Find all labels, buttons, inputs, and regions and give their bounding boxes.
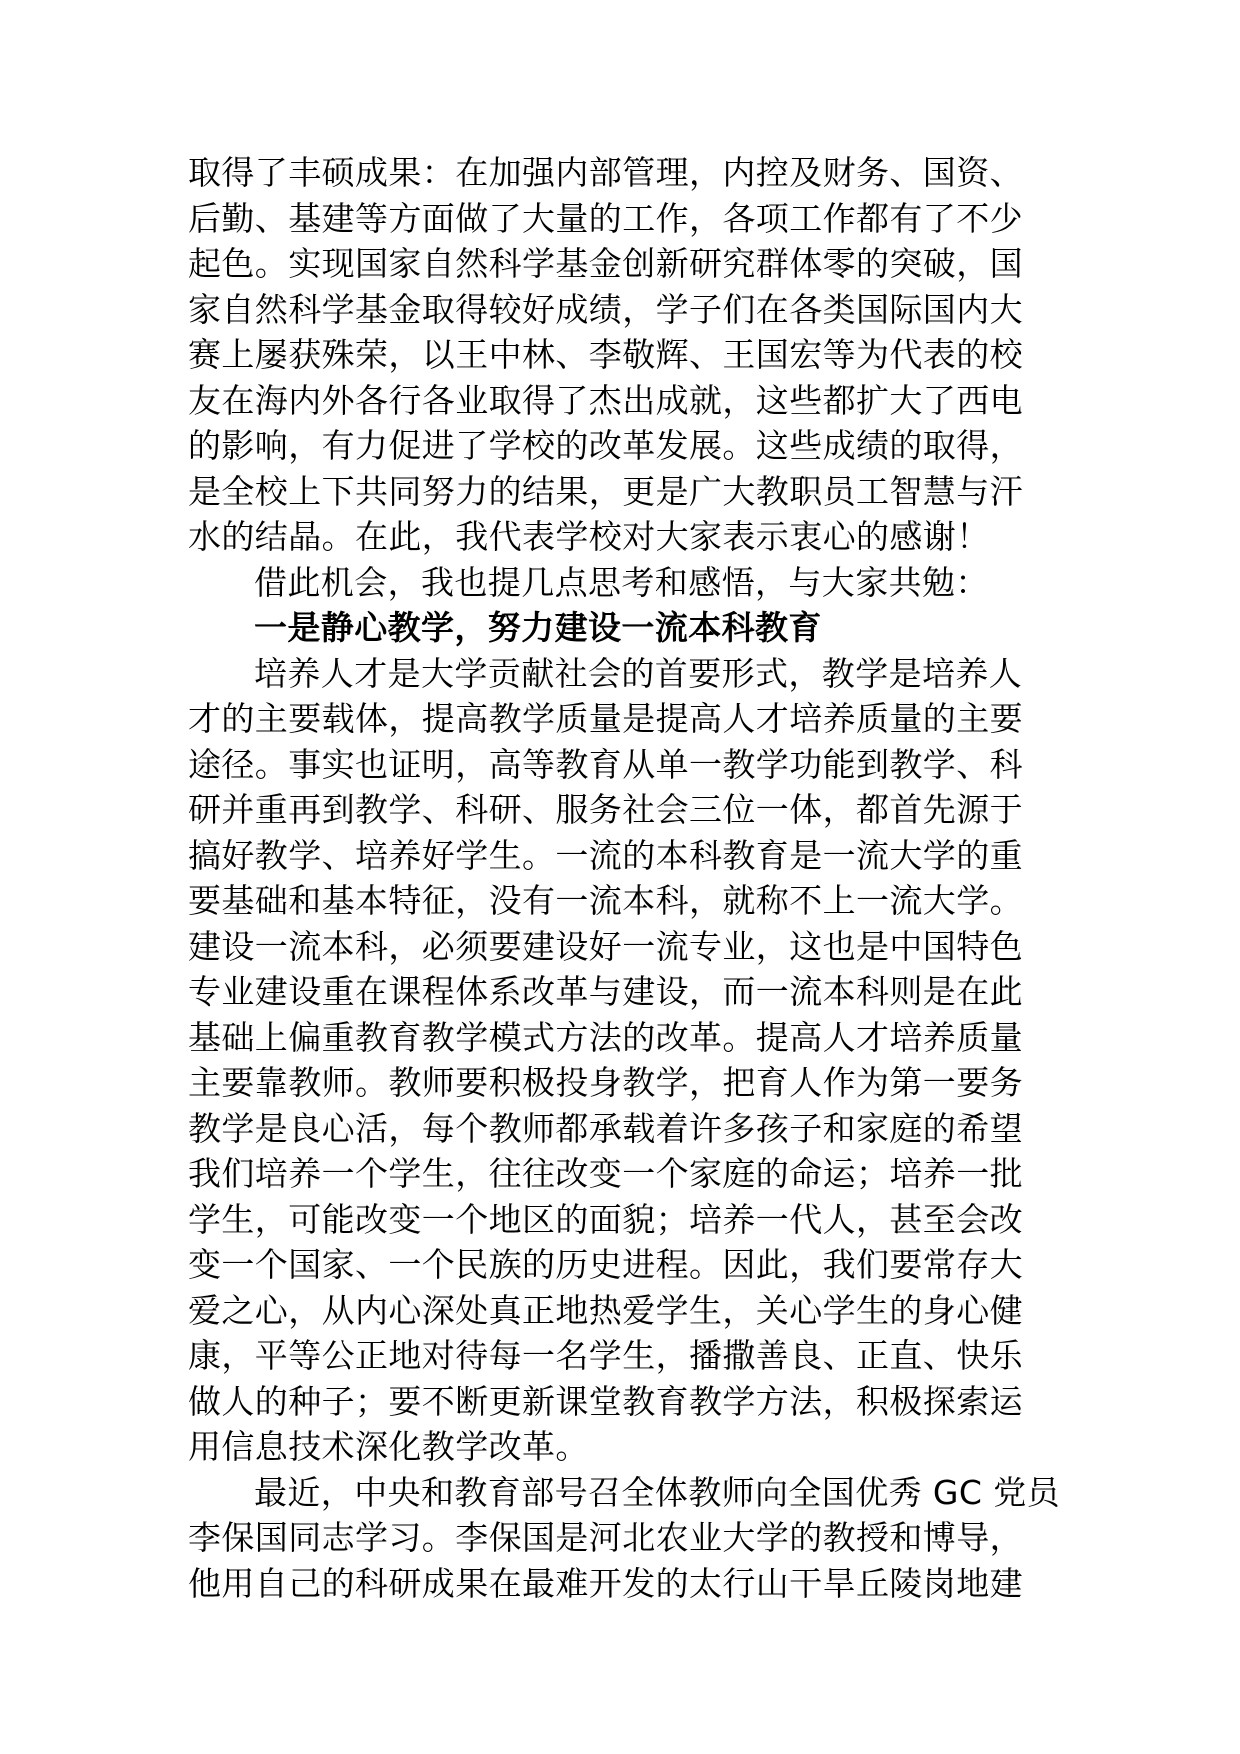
text-line: 是全校上下共同努力的结果，更是广大教职员工智慧与汗 xyxy=(188,471,1023,511)
text-line: 才的主要载体，提高教学质量是提高人才培养质量的主要 xyxy=(188,699,1023,738)
text-line: 起色。实现国家自然科学基金创新研究群体零的突破，国 xyxy=(188,244,1023,283)
section-heading: 一是静心教学，努力建设一流本科教育 xyxy=(254,608,822,647)
text-line: 学生，可能改变一个地区的面貌；培养一代人，甚至会改 xyxy=(188,1199,1023,1239)
text-line: 培养人才是大学贡献社会的首要形式，教学是培养人 xyxy=(254,653,1023,693)
text-line: 建设一流本科，必须要建设好一流专业，这也是中国特色 xyxy=(188,926,1023,966)
text-line: 用信息技术深化教学改革。 xyxy=(188,1427,589,1466)
text-line: 取得了丰硕成果：在加强内部管理，内控及财务、国资、 xyxy=(188,153,1023,192)
text-line: 要基础和基本特征，没有一流本科，就称不上一流大学。 xyxy=(188,881,1023,920)
text-line: 我们培养一个学生，往往改变一个家庭的命运；培养一批 xyxy=(188,1154,1023,1193)
text-line: 主要靠教师。教师要积极投身教学，把育人作为第一要务 xyxy=(188,1063,1023,1102)
text-line: 家自然科学基金取得较好成绩，学子们在各类国际国内大 xyxy=(188,289,1023,329)
text-line: 研并重再到教学、科研、服务社会三位一体，都首先源于 xyxy=(188,790,1023,829)
text-line: 李保国同志学习。李保国是河北农业大学的教授和博导， xyxy=(188,1518,1023,1557)
text-line: 的影响，有力促进了学校的改革发展。这些成绩的取得， xyxy=(188,426,1023,465)
text-line: 途径。事实也证明，高等教育从单一教学功能到教学、科 xyxy=(188,744,1023,784)
text-line: 水的结晶。在此，我代表学校对大家表示衷心的感谢！ xyxy=(188,517,990,556)
text-line: 康，平等公正地对待每一名学生，播撒善良、正直、快乐 xyxy=(188,1336,1023,1375)
text-line: 搞好教学、培养好学生。一流的本科教育是一流大学的重 xyxy=(188,835,1023,875)
body-text xyxy=(188,150,1058,1606)
text-line: 专业建设重在课程体系改革与建设，而一流本科则是在此 xyxy=(188,972,1023,1011)
text-line: 友在海内外各行各业取得了杰出成就，这些都扩大了西电 xyxy=(188,380,1023,420)
text-line: 变一个国家、一个民族的历史进程。因此，我们要常存大 xyxy=(188,1245,1023,1284)
text-line: 做人的种子；要不断更新课堂教育教学方法，积极探索运 xyxy=(188,1381,1023,1421)
text-line: 赛上屡获殊荣，以王中林、李敬辉、王国宏等为代表的校 xyxy=(188,335,1023,374)
text-line: 爱之心，从内心深处真正地热爱学生，关心学生的身心健 xyxy=(188,1290,1023,1330)
text-line: 最近，中央和教育部号召全体教师向全国优秀 GC 党员 xyxy=(254,1472,1060,1512)
text-line: 教学是良心活，每个教师都承载着许多孩子和家庭的希望 xyxy=(188,1108,1023,1148)
text-line: 基础上偏重教育教学模式方法的改革。提高人才培养质量 xyxy=(188,1017,1023,1057)
text-line: 借此机会，我也提几点思考和感悟，与大家共勉： xyxy=(254,562,989,602)
text-line: 后勤、基建等方面做了大量的工作，各项工作都有了不少 xyxy=(188,198,1023,238)
text-line: 他用自己的科研成果在最难开发的太行山干旱丘陵岗地建 xyxy=(188,1563,1023,1603)
